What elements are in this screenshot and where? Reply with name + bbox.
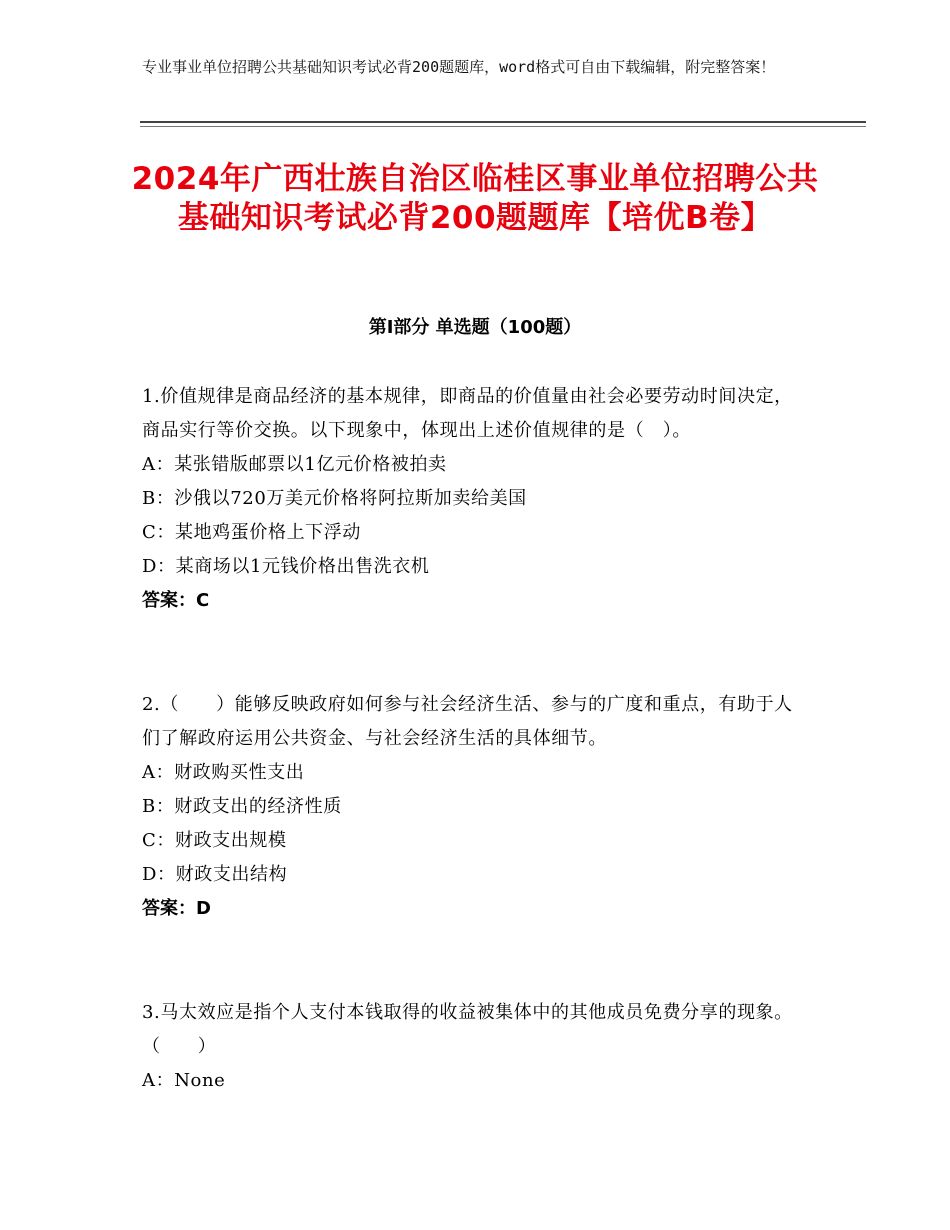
option-d: D：财政支出结构 — [142, 864, 288, 885]
option-c: C：某地鸡蛋价格上下浮动 — [142, 522, 361, 543]
option-d: D：某商场以1元钱价格出售洗衣机 — [142, 556, 430, 577]
question-stem: 1.价值规律是商品经济的基本规律，即商品的价值量由社会必要劳动时间决定，商品实行等价交换。以下现象中，体现出上述价值规律的是（ ）。 — [142, 386, 793, 441]
answer: 答案：D — [142, 898, 211, 919]
question-1 — [142, 380, 802, 618]
option-b: B：财政支出的经济性质 — [142, 796, 342, 817]
question-2 — [142, 688, 802, 926]
option-a: A：财政购买性支出 — [142, 762, 305, 783]
option-a: A：某张错版邮票以1亿元价格被拍卖 — [142, 454, 447, 475]
header-divider-thin — [140, 126, 866, 127]
section-heading: 第Ⅰ部分 单选题（100题） — [368, 317, 582, 338]
header-divider-thick — [140, 121, 866, 123]
option-c: C：财政支出规模 — [142, 830, 287, 851]
question-3 — [142, 996, 802, 1098]
option-a: A：None — [142, 1070, 226, 1091]
answer: 答案：C — [142, 590, 210, 611]
question-stem: 2.（ ）能够反映政府如何参与社会经济生活、参与的广度和重点，有助于人们了解政府运用公共资金、与社会经济生活的具体细节。 — [142, 694, 793, 749]
option-b: B：沙俄以720万美元价格将阿拉斯加卖给美国 — [142, 488, 527, 509]
header-note: 专业事业单位招聘公共基础知识考试必背200题题库，word格式可自由下载编辑，附完整答案！ — [142, 58, 776, 76]
document-title: 2024年广西壮族自治区临桂区事业单位招聘公共基础知识考试必背200题题库【培优B卷】 — [131, 161, 819, 236]
question-stem: 3.马太效应是指个人支付本钱取得的收益被集体中的其他成员免费分享的现象。（ ） — [142, 1002, 793, 1057]
